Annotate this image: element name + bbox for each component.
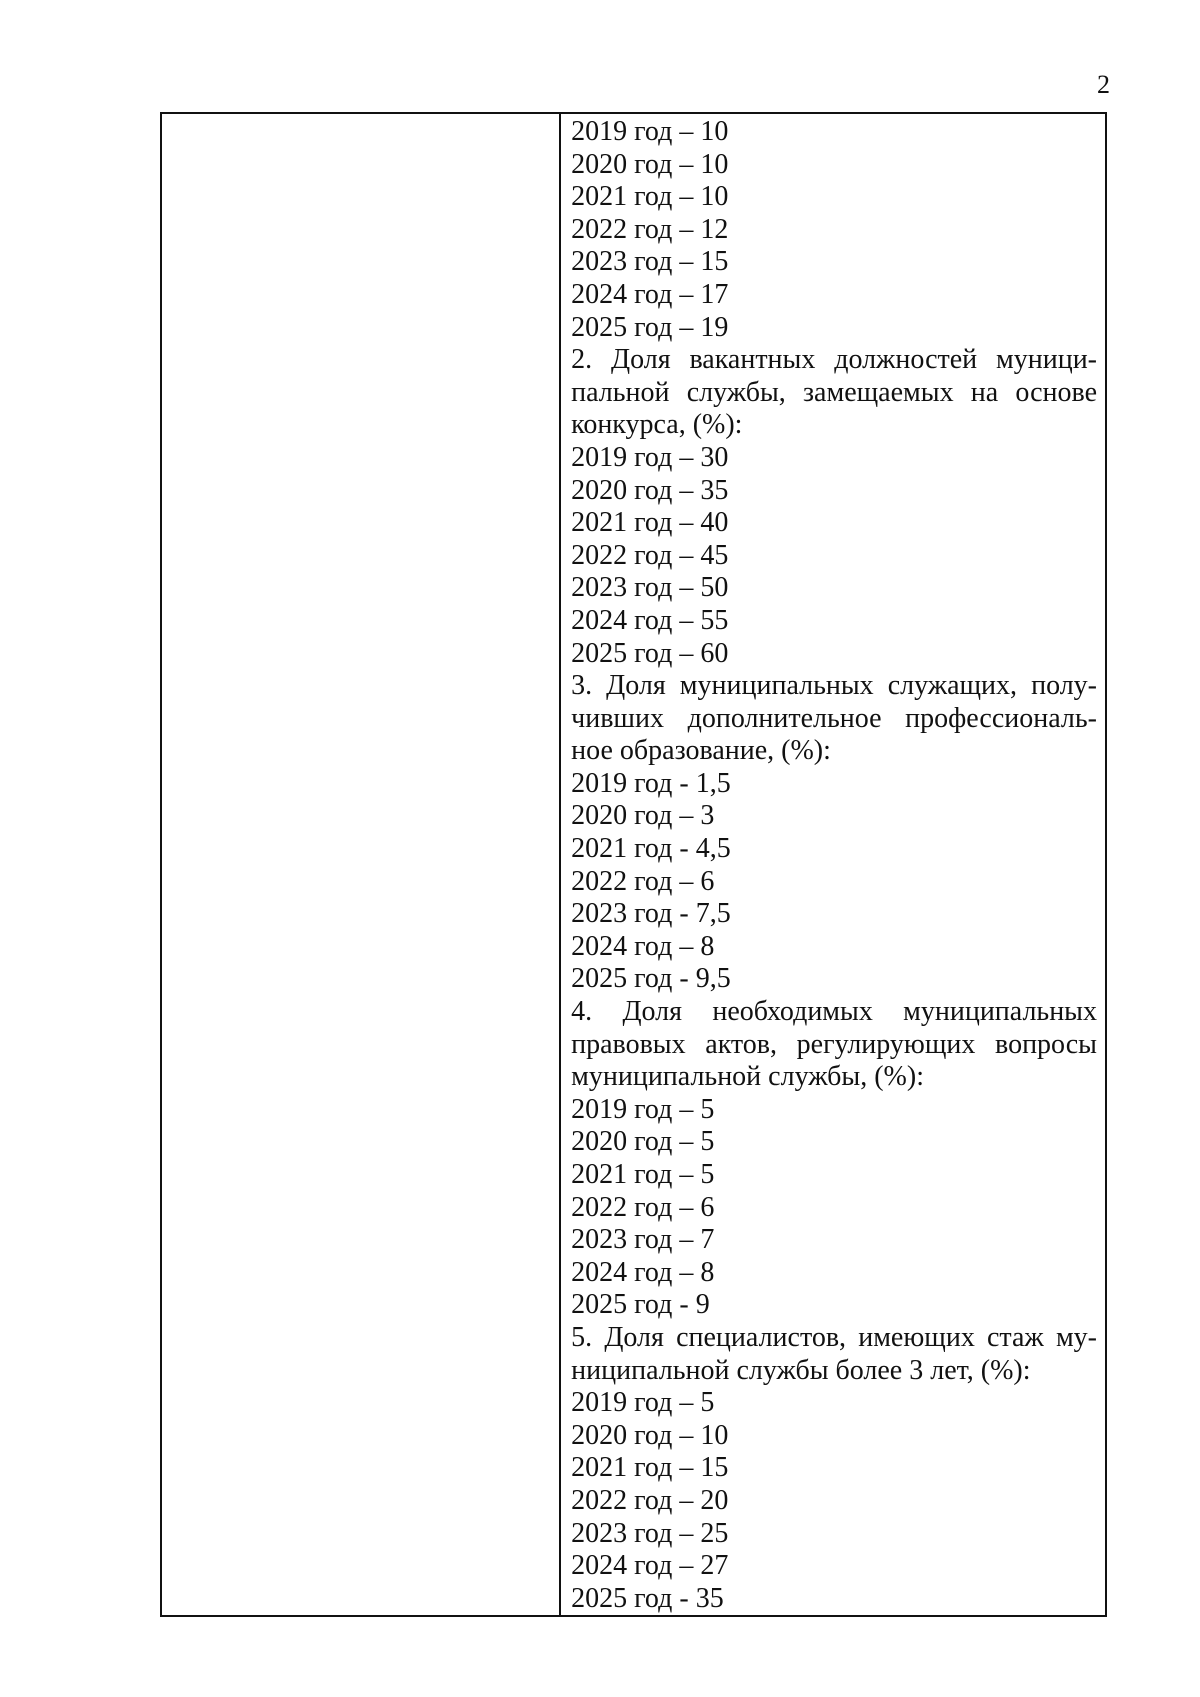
- text-line: 2024 год – 55: [571, 604, 729, 636]
- text-line: 2020 год – 3: [571, 800, 715, 832]
- text-line: муниципальной службы, (%):: [571, 1061, 924, 1093]
- text-line: 2025 год - 9,5: [571, 963, 731, 995]
- text-line: 2022 год – 12: [571, 213, 729, 245]
- text-line: 2023 год – 25: [571, 1517, 729, 1549]
- text-line: 2020 год – 35: [571, 474, 729, 506]
- text-line: 2025 год – 19: [571, 311, 729, 343]
- table-cell-right: [561, 114, 1105, 1615]
- text-line: 2024 год – 8: [571, 930, 715, 962]
- text-line: 2020 год – 10: [571, 1419, 729, 1451]
- text-line: 3. Доля муниципальных служащих, полу-: [571, 670, 1097, 702]
- text-line: чивших дополнительное профессиональ-: [571, 702, 1097, 734]
- text-line: 2021 год – 15: [571, 1452, 729, 1484]
- text-line: 5. Доля специалистов, имеющих стаж му-: [571, 1321, 1097, 1353]
- text-line: 2025 год - 9: [571, 1289, 710, 1321]
- text-line: 2023 год – 7: [571, 1224, 715, 1256]
- text-line: 2025 год - 35: [571, 1582, 724, 1614]
- text-line: 2021 год – 5: [571, 1159, 715, 1190]
- text-line: 2019 год - 1,5: [571, 767, 731, 799]
- text-line: 2019 год – 10: [571, 116, 729, 147]
- text-line: 2021 год – 10: [571, 181, 729, 213]
- text-line: 2021 год – 40: [571, 507, 729, 539]
- text-line: 2022 год – 45: [571, 539, 729, 571]
- text-line: 2. Доля вакантных должностей муници-: [571, 344, 1097, 376]
- text-line: ное образование, (%):: [571, 735, 831, 767]
- passport-table: [160, 112, 1107, 1617]
- page-number: 2: [1097, 70, 1110, 99]
- table-cell-left: [162, 114, 561, 1615]
- text-line: правовых актов, регулирующих вопросы: [571, 1028, 1097, 1060]
- text-line: 2020 год – 10: [571, 148, 729, 180]
- text-line: 2024 год – 17: [571, 278, 729, 310]
- text-line: 2023 год – 50: [571, 572, 729, 604]
- text-line: 2019 год – 30: [571, 441, 729, 473]
- text-line: 2022 год – 6: [571, 1191, 715, 1223]
- text-line: 4. Доля необходимых муниципальных: [571, 996, 1097, 1028]
- text-line: пальной службы, замещаемых на основе: [571, 376, 1097, 408]
- text-line: 2025 год – 60: [571, 637, 729, 669]
- text-line: 2020 год – 5: [571, 1126, 715, 1158]
- text-line: 2024 год – 27: [571, 1550, 729, 1582]
- text-line: конкурса, (%):: [571, 409, 743, 441]
- text-line: 2019 год – 5: [571, 1387, 715, 1419]
- text-line: ниципальной службы более 3 лет, (%):: [571, 1354, 1031, 1386]
- text-line: 2021 год - 4,5: [571, 833, 731, 865]
- text-line: 2024 год – 8: [571, 1256, 715, 1288]
- text-line: 2022 год – 20: [571, 1484, 729, 1516]
- text-line: 2019 год – 5: [571, 1093, 715, 1125]
- text-line: 2022 год – 6: [571, 865, 715, 897]
- text-line: 2023 год - 7,5: [571, 898, 731, 930]
- text-line: 2023 год – 15: [571, 246, 729, 278]
